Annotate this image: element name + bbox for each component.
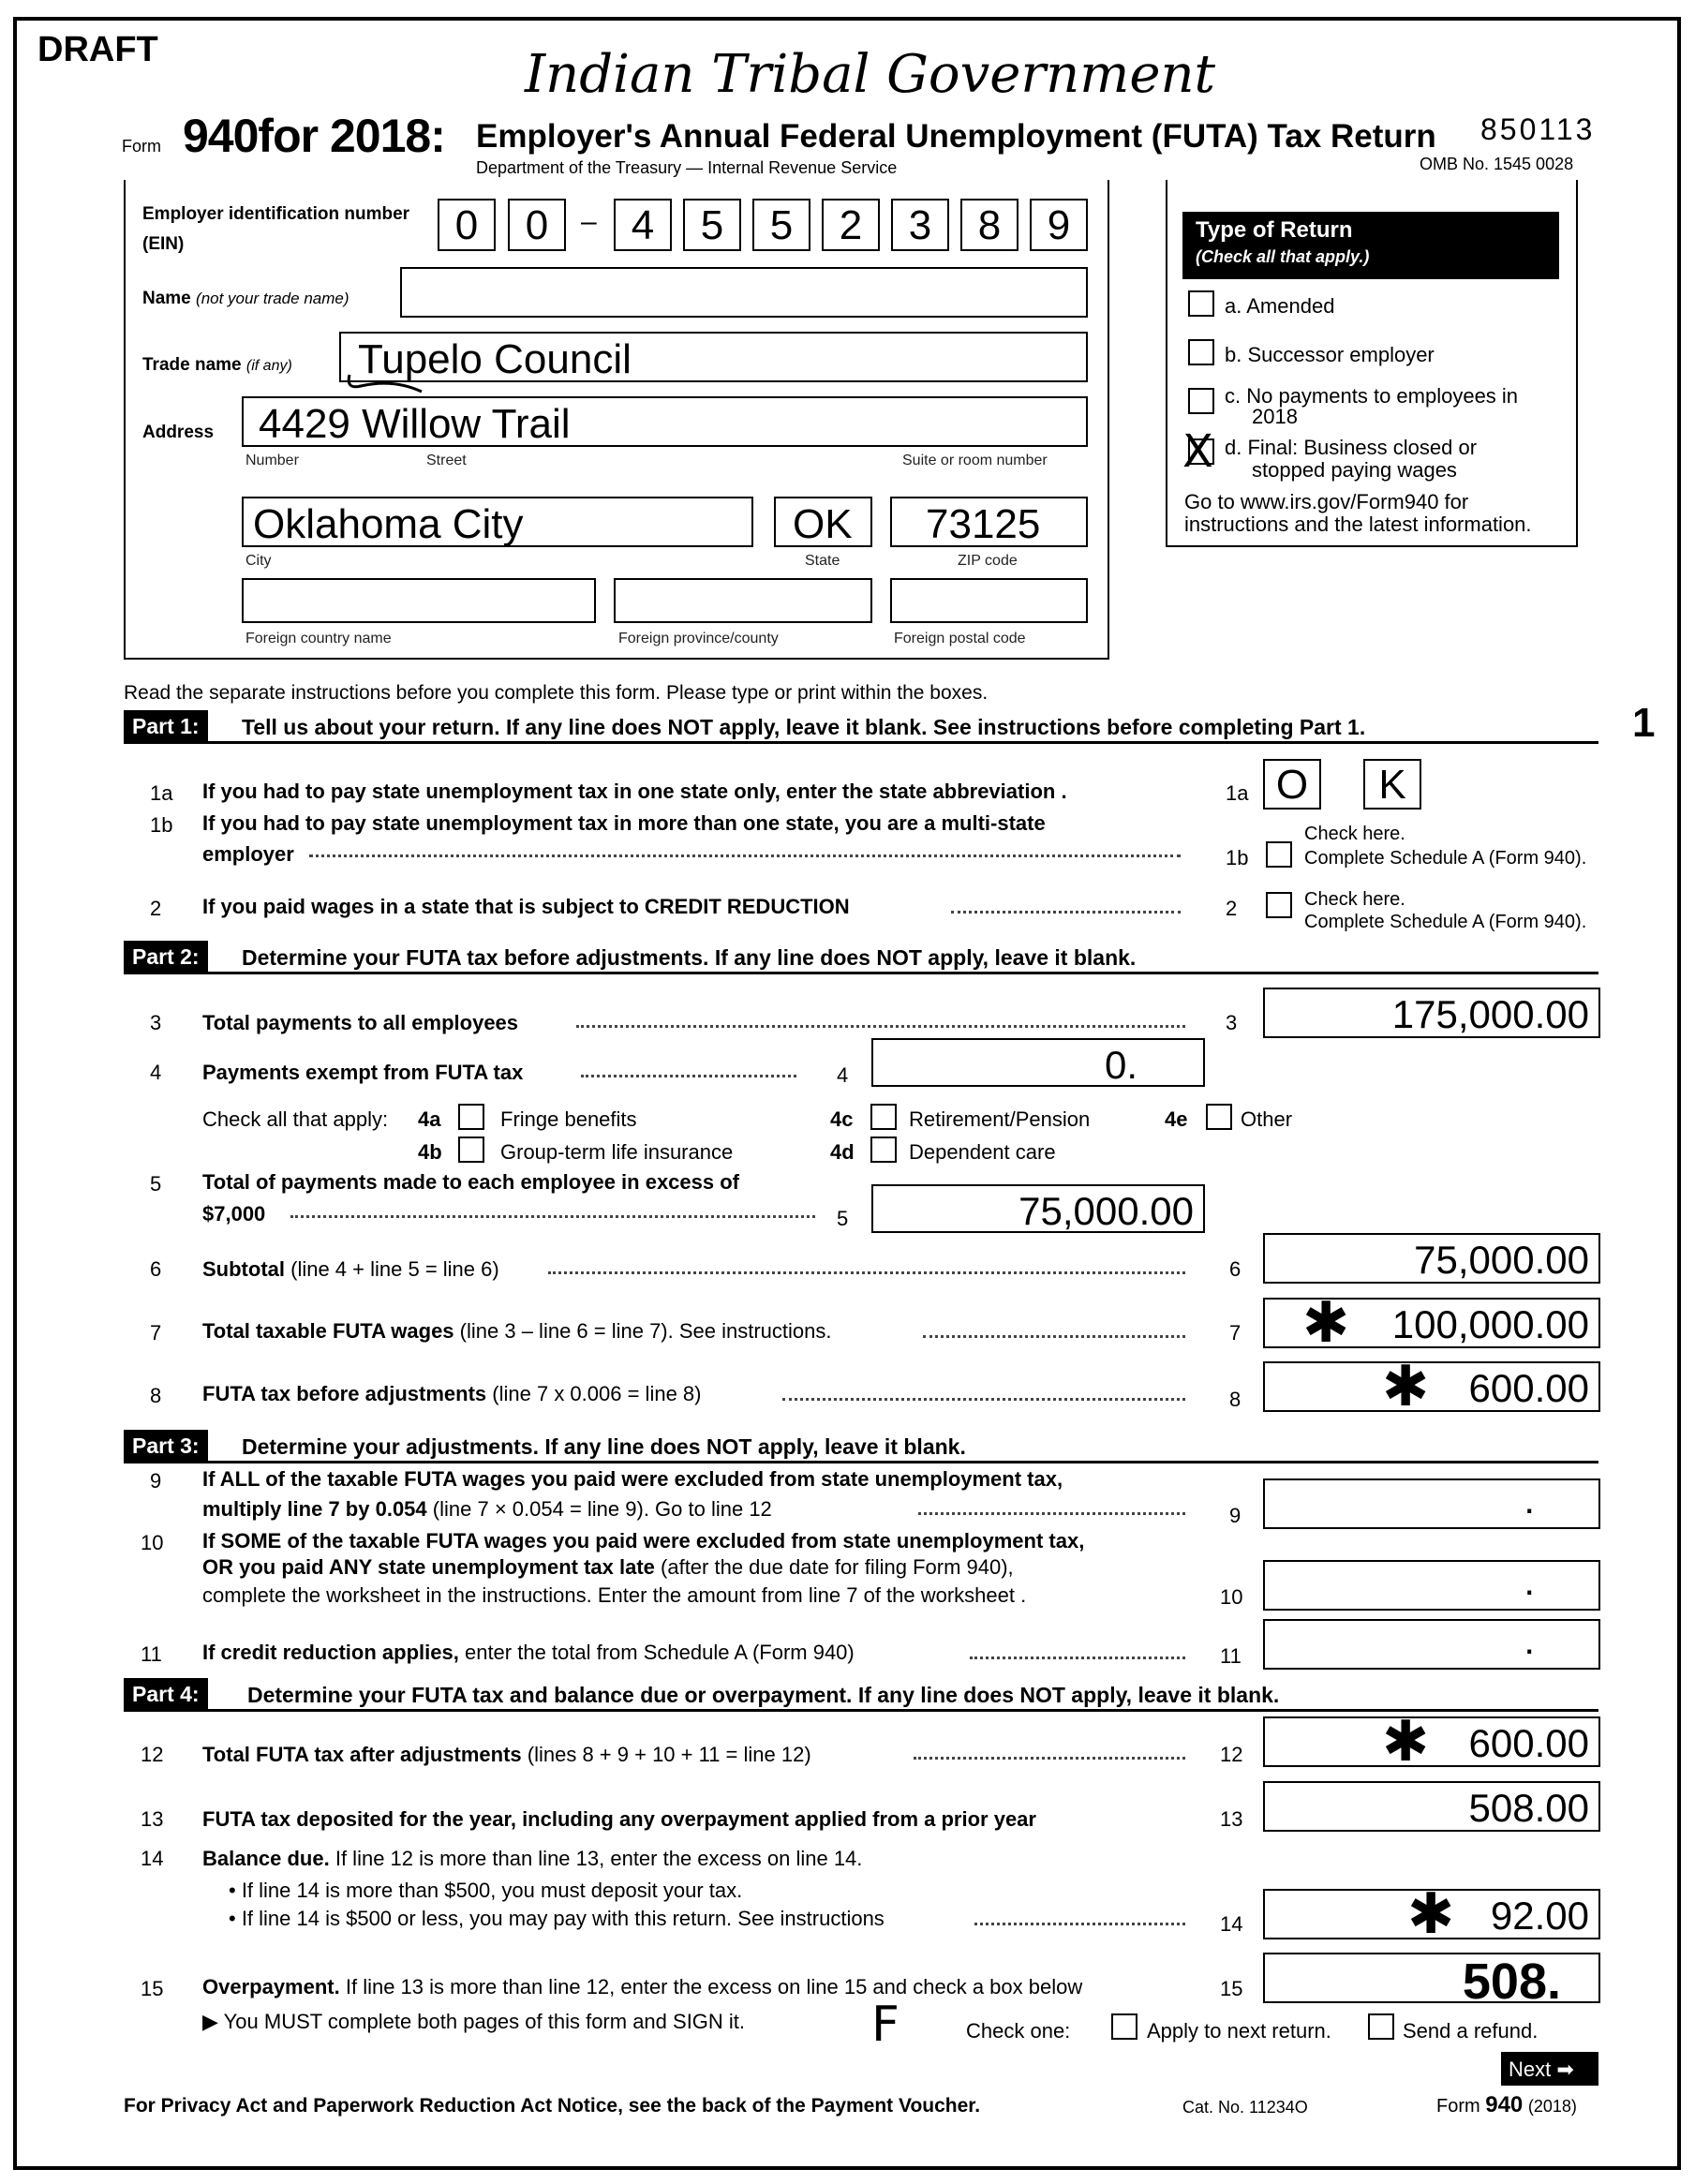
line-4-box-label: 4	[837, 1063, 849, 1087]
zip-value: 73125	[926, 501, 1041, 547]
amended-label: a. Amended	[1225, 294, 1335, 318]
zip-label: ZIP code	[958, 553, 1018, 569]
ein-digit[interactable]: 4	[614, 199, 672, 251]
line-14-amount[interactable]: 92.00	[1263, 1889, 1600, 1939]
apply-next-return-label: Apply to next return.	[1147, 2019, 1331, 2043]
line-15-amount[interactable]: 508.	[1263, 1953, 1600, 2003]
foreign-province-field[interactable]	[614, 578, 872, 623]
handwritten-subtitle: Indian Tribal Government	[525, 44, 1216, 105]
line-1b-text-2: employer	[202, 842, 294, 866]
suite-label: Suite or room number	[902, 453, 1048, 468]
ein-digit[interactable]: 5	[752, 199, 810, 251]
line-15-text: Overpayment. If line 13 is more than line 12, enter the excess on line 15 and check a box below	[202, 1975, 1083, 1998]
line-8-text: FUTA tax before adjustments (line 7 x 0.006 = line 8)	[202, 1382, 702, 1405]
line-13-text: FUTA tax deposited for the year, including any overpayment applied from a prior year	[202, 1807, 1036, 1831]
leader-dots	[914, 1757, 1185, 1760]
irs-link-text-2: instructions and the latest information.	[1184, 513, 1532, 536]
line-9-number: 9	[150, 1469, 162, 1493]
line-9-text-2: multiply line 7 by 0.054 (line 7 × 0.054 = line 9). Go to line 12	[202, 1497, 772, 1521]
line-12-amount[interactable]: 600.00	[1263, 1716, 1600, 1767]
ein-label: Employer identification number	[142, 204, 410, 224]
line-14-text: Balance due. If line 12 is more than line 13, enter the excess on line 14.	[202, 1847, 863, 1870]
must-sign-note: ▶ You MUST complete both pages of this form and SIGN it.	[202, 2010, 746, 2033]
part4-header: Part 4: Determine your FUTA tax and balance due or overpayment. If any line does NOT apply, leave it blank.	[124, 1678, 1598, 1712]
line-11-number: 11	[141, 1642, 162, 1666]
line-5-amount[interactable]: 75,000.00	[871, 1184, 1205, 1233]
line-15-number: 15	[141, 1977, 164, 2000]
dependent-care-checkbox[interactable]	[870, 1137, 897, 1163]
asterisk-icon: ✱	[1382, 1709, 1430, 1775]
leader-dots	[548, 1271, 1185, 1274]
form-number: 940for 2018:	[183, 110, 445, 162]
check-all-label: Check all that apply:	[202, 1107, 389, 1131]
apply-next-return-checkbox[interactable]	[1111, 2013, 1137, 2040]
foreign-postal-field[interactable]	[890, 578, 1088, 623]
line-6-amount[interactable]: 75,000.00	[1263, 1233, 1600, 1284]
name-field[interactable]	[400, 267, 1088, 318]
fringe-benefits-label: Fringe benefits	[500, 1107, 637, 1131]
complete-schedule-text: Complete Schedule A (Form 940).	[1304, 848, 1587, 869]
department: Department of the Treasury — Internal Revenue Service	[476, 158, 898, 177]
state-value: OK	[793, 501, 853, 547]
check-here-text: Check here.	[1304, 889, 1405, 910]
line-1b-box-label: 1b	[1226, 846, 1249, 869]
cb-4b-label: 4b	[418, 1140, 442, 1164]
footer-form-label: Form 940 (2018)	[1436, 2092, 1577, 2117]
ein-label-abbr: (EIN)	[142, 234, 185, 254]
line-7-amount[interactable]: 100,000.00	[1263, 1298, 1600, 1348]
line-10-amount[interactable]: .	[1263, 1560, 1600, 1611]
line-2-text: If you paid wages in a state that is subject to CREDIT REDUCTION	[202, 895, 850, 918]
margin-mark: 1	[1632, 700, 1656, 746]
leader-dots	[923, 1335, 1185, 1338]
no-payments-label: c. No payments to employees in	[1225, 384, 1519, 408]
line-7-box-label: 7	[1229, 1321, 1242, 1345]
address-label: Address	[142, 423, 215, 442]
ein-digit[interactable]: 5	[683, 199, 741, 251]
line-12-box-label: 12	[1220, 1743, 1243, 1766]
dependent-care-label: Dependent care	[909, 1140, 1056, 1164]
multi-state-checkbox[interactable]	[1266, 841, 1292, 868]
line-8-amount[interactable]: 600.00	[1263, 1361, 1600, 1412]
line-4-text: Payments exempt from FUTA tax	[202, 1061, 524, 1084]
final-label: d. Final: Business closed or	[1225, 436, 1478, 459]
leader-dots	[581, 1075, 796, 1077]
final-label-2: stopped paying wages	[1252, 458, 1457, 482]
leader-dots	[576, 1025, 1185, 1028]
other-label: Other	[1241, 1107, 1293, 1131]
line-5-text: Total of payments made to each employee in excess of	[202, 1170, 739, 1194]
line-6-box-label: 6	[1229, 1257, 1242, 1281]
line-10-text-2: OR you paid ANY state unemployment tax late (after the due date for filing Form 940),	[202, 1555, 1014, 1579]
no-payments-year: 2018	[1252, 405, 1298, 428]
line-2-box-label: 2	[1226, 897, 1238, 920]
ein-digit[interactable]: 0	[438, 199, 496, 251]
line-8-box-label: 8	[1229, 1388, 1242, 1411]
ein-digit[interactable]: 8	[960, 199, 1018, 251]
line-13-amount[interactable]: 508.00	[1263, 1781, 1600, 1832]
part2-header: Part 2: Determine your FUTA tax before adjustments. If any line does NOT apply, leave it blank.	[124, 941, 1598, 974]
address-value: 4429 Willow Trail	[259, 401, 571, 447]
retirement-checkbox[interactable]	[870, 1104, 897, 1130]
line-9-text: If ALL of the taxable FUTA wages you paid were excluded from state unemployment tax,	[202, 1467, 1063, 1491]
line-6-number: 6	[150, 1257, 162, 1281]
next-page-button[interactable]: Next ➡	[1501, 2052, 1598, 2086]
ein-dash: –	[581, 206, 597, 237]
foreign-postal-label: Foreign postal code	[894, 631, 1026, 646]
line-4-amount[interactable]: 0.	[871, 1038, 1205, 1087]
ein-digit[interactable]: 0	[508, 199, 566, 251]
name-label: Name (not your trade name)	[142, 289, 349, 308]
foreign-country-field[interactable]	[242, 578, 596, 623]
leader-dots	[918, 1512, 1185, 1515]
amended-checkbox[interactable]	[1188, 290, 1214, 317]
line-12-text: Total FUTA tax after adjustments (lines 8 + 9 + 10 + 11 = line 12)	[202, 1743, 811, 1766]
line-14-number: 14	[141, 1847, 164, 1870]
other-checkbox[interactable]	[1206, 1104, 1232, 1130]
asterisk-icon: ✱	[1302, 1290, 1350, 1356]
line-2-number: 2	[150, 897, 162, 920]
foreign-province-label: Foreign province/county	[618, 631, 779, 646]
line-6-text: Subtotal (line 4 + line 5 = line 6)	[202, 1257, 499, 1281]
handwritten-underline	[342, 373, 426, 397]
line-11-box-label: 11	[1220, 1644, 1242, 1668]
asterisk-icon: ✱	[1407, 1881, 1455, 1947]
line-9-box-label: 9	[1229, 1504, 1242, 1527]
leader-dots	[290, 1215, 815, 1218]
line-13-number: 13	[141, 1807, 164, 1831]
cb-4a-label: 4a	[418, 1107, 441, 1131]
line-1a-text: If you had to pay state unemployment tax in one state only, enter the state abbreviation .	[202, 780, 1067, 803]
privacy-notice: For Privacy Act and Paperwork Reduction Act Notice, see the back of the Payment Voucher.	[124, 2095, 981, 2117]
line-3-amount[interactable]: 175,000.00	[1263, 988, 1600, 1038]
line-5-text-2: $7,000	[202, 1202, 266, 1226]
line-11-amount[interactable]: .	[1263, 1619, 1600, 1670]
credit-reduction-checkbox[interactable]	[1266, 892, 1292, 918]
line-9-amount[interactable]: .	[1263, 1478, 1600, 1529]
ein-digit[interactable]: 2	[822, 199, 880, 251]
line-10-box-label: 10	[1220, 1585, 1243, 1609]
line-11-text: If credit reduction applies, enter the total from Schedule A (Form 940)	[202, 1641, 855, 1664]
line-12-number: 12	[141, 1743, 164, 1766]
irs-link-text[interactable]: Go to www.irs.gov/Form940 for	[1184, 490, 1469, 513]
line-10-text: If SOME of the taxable FUTA wages you paid were excluded from state unemployment tax,	[202, 1529, 1085, 1553]
line-1b-text: If you had to pay state unemployment tax in more than one state, you are a multi-state	[202, 811, 1046, 835]
part1-header: Part 1: Tell us about your return. If any line does NOT apply, leave it blank. See instructions before completing Part 1.	[124, 710, 1598, 744]
line-14-bullet-1: • If line 14 is more than $500, you must deposit your tax.	[229, 1879, 743, 1902]
leader-dots	[974, 1923, 1185, 1925]
line-14-box-label: 14	[1220, 1912, 1243, 1936]
street-label: Street	[426, 453, 467, 468]
form-code: 850113	[1480, 112, 1596, 146]
line-7-number: 7	[150, 1321, 162, 1345]
cb-4e-label: 4e	[1165, 1107, 1188, 1131]
line-1a-box-label: 1a	[1226, 781, 1249, 805]
leader-dots	[782, 1398, 1185, 1401]
line-3-number: 3	[150, 1011, 162, 1034]
trade-name-value: Tupelo Council	[358, 336, 632, 382]
check-here-text: Check here.	[1304, 824, 1405, 844]
form-label: Form	[122, 137, 161, 156]
leader-dots	[951, 911, 1181, 914]
line-14-bullet-2: • If line 14 is $500 or less, you may pay with this return. See instructions	[229, 1907, 885, 1930]
ein-digit[interactable]: 3	[891, 199, 949, 251]
complete-schedule-text: Complete Schedule A (Form 940).	[1304, 912, 1587, 932]
line-10-number: 10	[141, 1531, 164, 1554]
line-4-number: 4	[150, 1061, 162, 1084]
check-one-label: Check one:	[966, 2019, 1071, 2043]
leader-dots	[970, 1657, 1185, 1659]
line-5-number: 5	[150, 1172, 162, 1196]
cb-4d-label: 4d	[830, 1140, 855, 1164]
foreign-country-label: Foreign country name	[245, 631, 392, 646]
line-13-box-label: 13	[1220, 1807, 1243, 1831]
instructions-text: Read the separate instructions before you complete this form. Please type or print within the boxes.	[124, 682, 989, 704]
number-label: Number	[245, 453, 299, 468]
state-abbr-box-1[interactable]: O	[1263, 759, 1321, 810]
asterisk-icon: ✱	[1382, 1354, 1430, 1419]
retirement-label: Retirement/Pension	[909, 1107, 1091, 1131]
line-3-box-label: 3	[1226, 1011, 1238, 1034]
fringe-benefits-checkbox[interactable]	[458, 1104, 484, 1130]
city-value: Oklahoma City	[253, 501, 524, 547]
successor-checkbox[interactable]	[1188, 339, 1214, 365]
no-payments-checkbox[interactable]	[1188, 388, 1214, 414]
final-checkbox-mark: X	[1182, 425, 1213, 478]
line-15-box-label: 15	[1220, 1977, 1243, 2000]
part3-header: Part 3: Determine your adjustments. If any line does NOT apply, leave it blank.	[124, 1430, 1598, 1463]
handwritten-f: F	[871, 1997, 900, 2053]
trade-name-label: Trade name (if any)	[142, 355, 292, 375]
line-1a-number: 1a	[150, 781, 173, 805]
group-term-checkbox[interactable]	[458, 1137, 484, 1163]
leader-dots	[309, 854, 1181, 857]
send-refund-label: Send a refund.	[1403, 2019, 1539, 2043]
state-label: State	[805, 553, 840, 569]
line-1b-number: 1b	[150, 813, 173, 837]
city-label: City	[245, 553, 272, 569]
line-7-text: Total taxable FUTA wages (line 3 – line 6 = line 7). See instructions.	[202, 1319, 832, 1343]
ein-digit[interactable]: 9	[1030, 199, 1088, 251]
line-8-number: 8	[150, 1384, 162, 1407]
line-10-text-3: complete the worksheet in the instructions. Enter the amount from line 7 of the worksheet .	[202, 1583, 1027, 1607]
line-5-box-label: 5	[837, 1207, 849, 1230]
group-term-label: Group-term life insurance	[500, 1140, 734, 1164]
catalog-number: Cat. No. 11234O	[1182, 2098, 1308, 2117]
type-of-return-header: Type of Return (Check all that apply.)	[1182, 212, 1559, 279]
cb-4c-label: 4c	[830, 1107, 854, 1131]
send-refund-checkbox[interactable]	[1368, 2013, 1394, 2040]
successor-label: b. Successor employer	[1225, 343, 1435, 366]
draft-watermark: DRAFT	[37, 30, 158, 69]
line-3-text: Total payments to all employees	[202, 1011, 519, 1034]
omb-number: OMB No. 1545 0028	[1420, 155, 1574, 173]
state-abbr-box-2[interactable]: K	[1363, 759, 1421, 810]
form-title: Employer's Annual Federal Unemployment (FUTA) Tax Return	[476, 118, 1436, 155]
